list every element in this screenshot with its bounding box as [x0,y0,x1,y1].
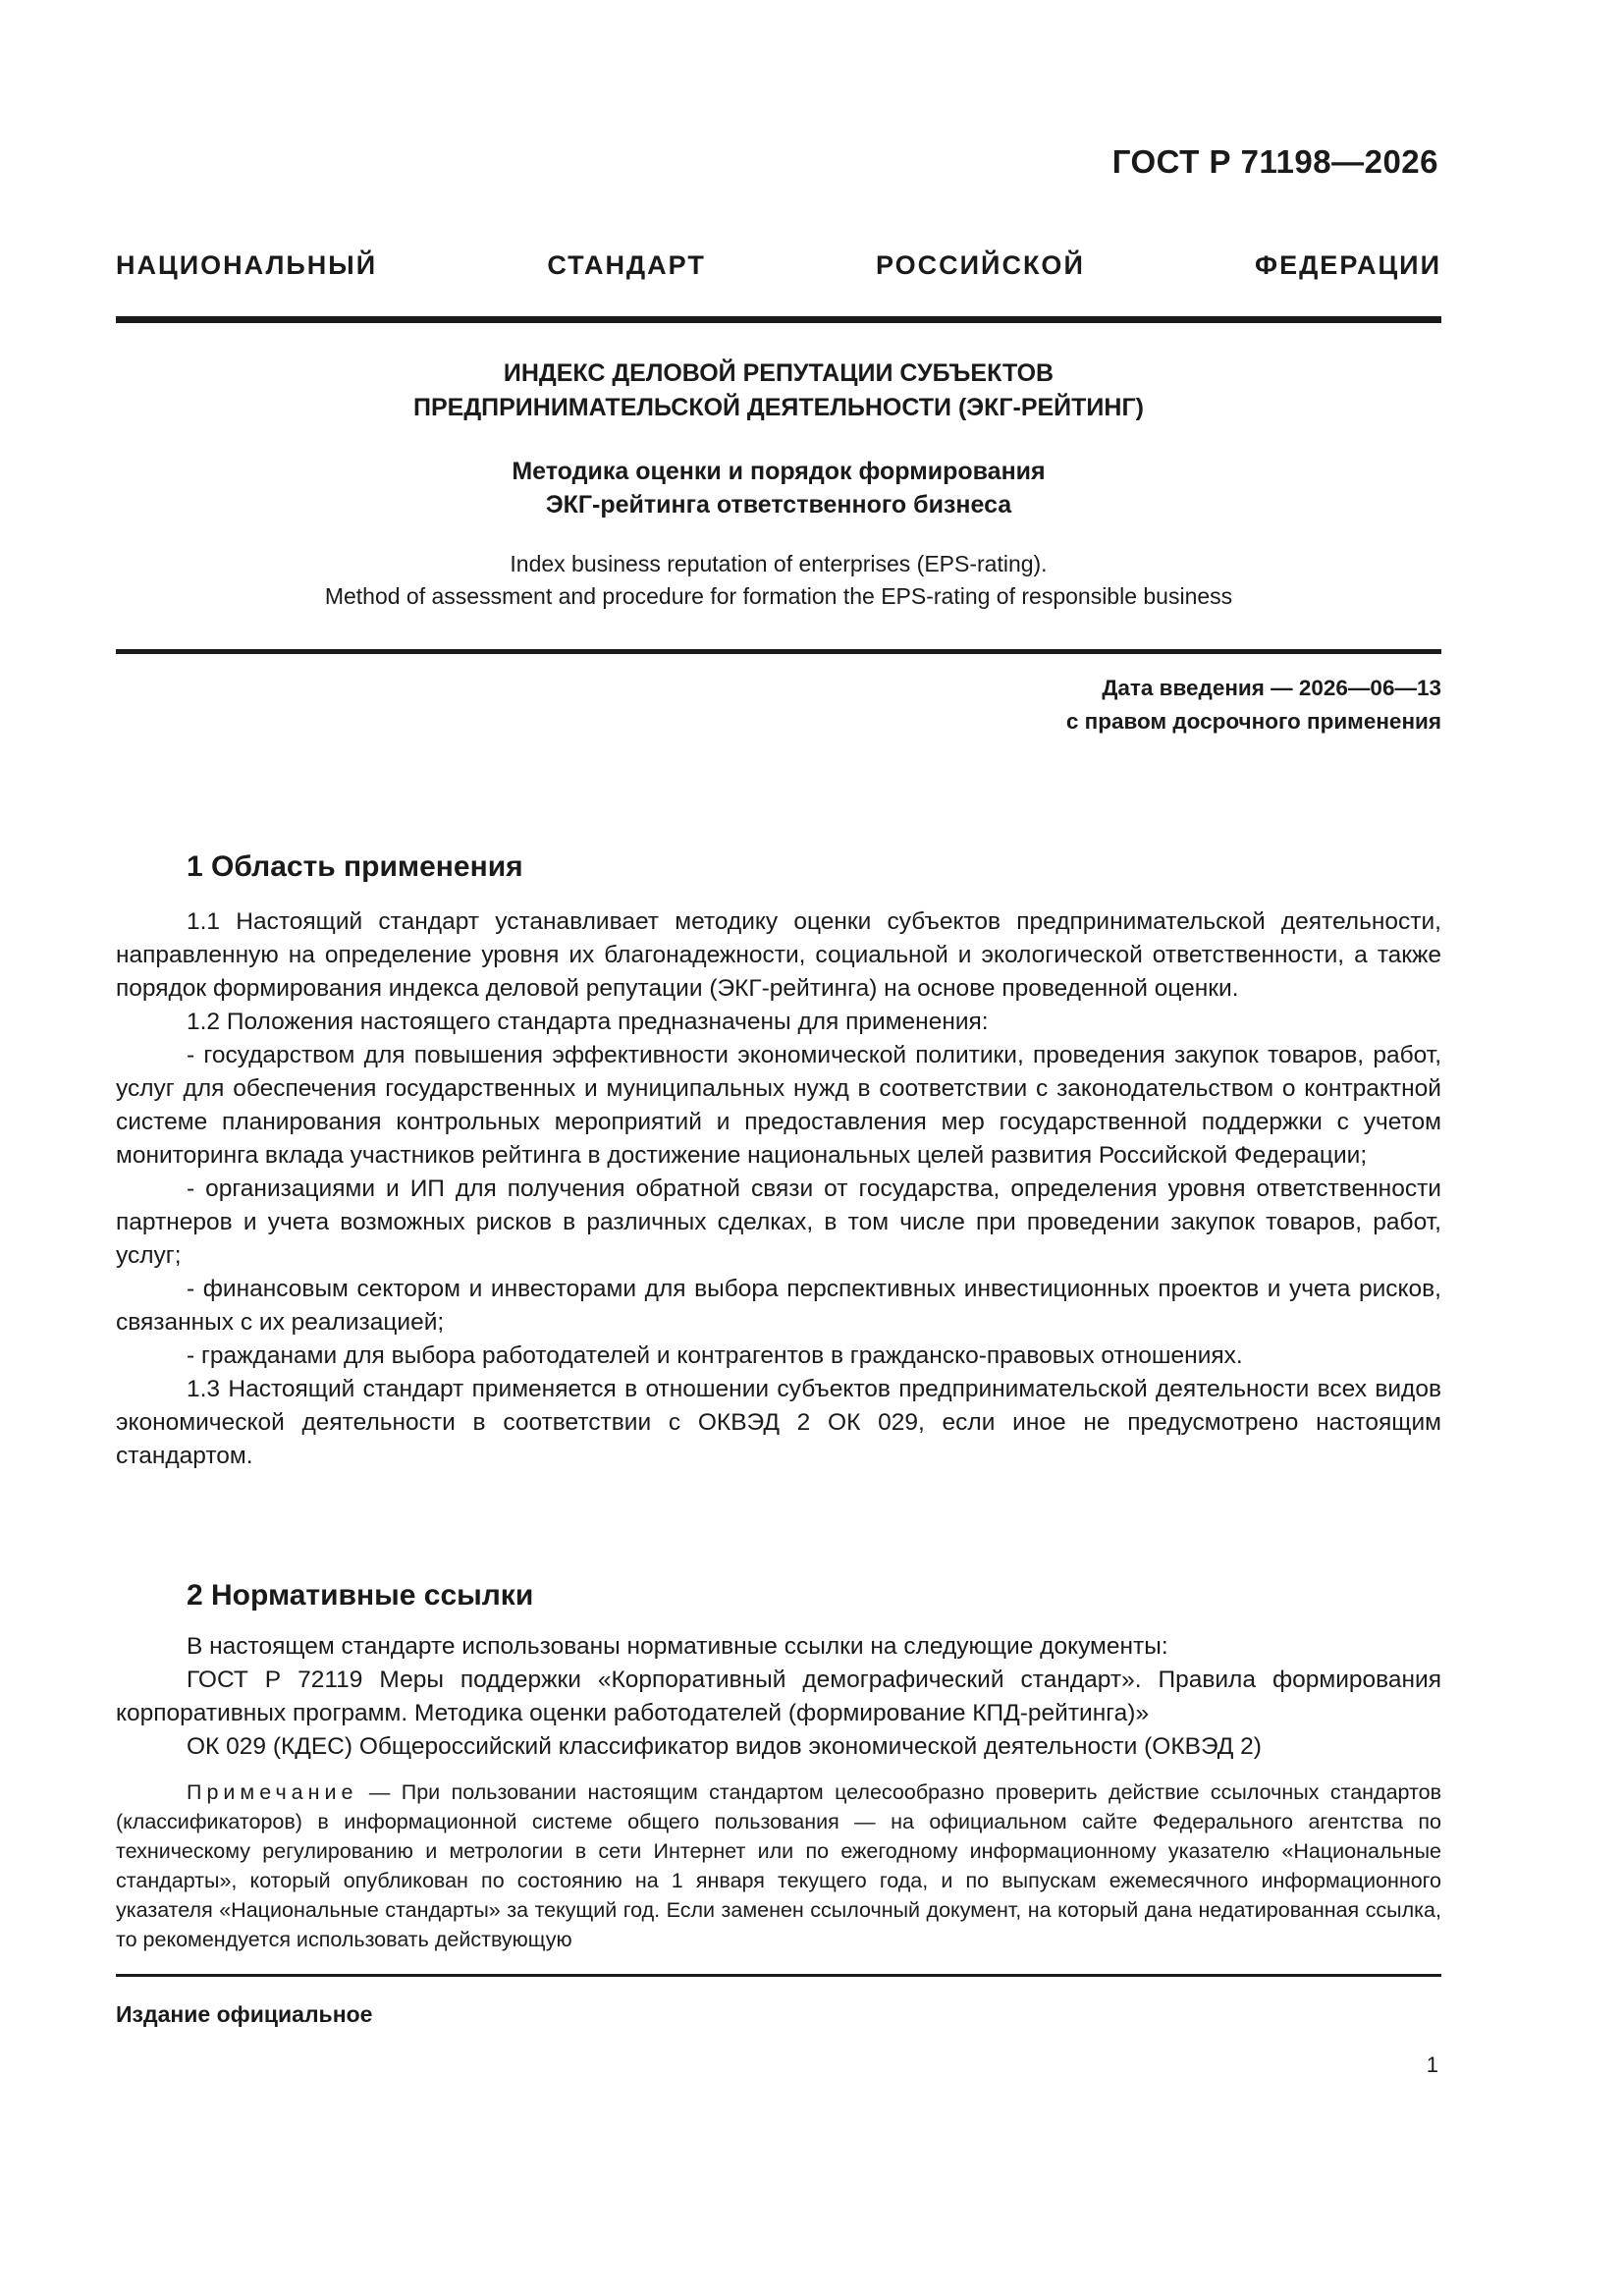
note-paragraph [116,1777,1441,1954]
section-scope [116,850,1441,1473]
title-rule [116,649,1441,654]
header-rule [116,316,1441,323]
paragraph-1-2: 1.2 Положения настоящего стандарта предназначены для применения: [187,1009,989,1035]
english-line-2: Method of assessment and procedure for formation the EPS-rating of responsible business [324,583,1233,609]
english-line-1: Index business reputation of enterprises (EPS-rating). [510,551,1048,576]
bullet-finance: - финансовым сектором и инвесторами для выбора перспективных инвестиционных проектов и учета рисков, связанных с их реализацией; [116,1276,1441,1336]
paragraph-1-3: 1.3 Настоящий стандарт применяется в отношении субъектов предпринимательской деятельности всех видов экономической деятельности в соответствии с ОКВЭД 2 ОК 029, если иное не предусмотрено настоящим стандартом. [116,1376,1441,1469]
reference-gost: ГОСТ Р 72119 Меры поддержки «Корпоративный демографический стандарт». Правила формирования корпоративных программ. Методика оценки работодателей (формирование КПД-рейтинга)» [116,1667,1441,1726]
document-number: ГОСТ Р 71198—2026 [1111,143,1438,180]
introduction-date [1066,672,1441,738]
references-intro: В настоящем стандарте использованы нормативные ссылки на следующие документы: [187,1633,1168,1660]
title-line-2: ПРЕДПРИНИМАТЕЛЬСКОЙ ДЕЯТЕЛЬНОСТИ (ЭКГ-РЕЙТИНГ) [413,394,1144,421]
section-normative-references [116,1579,1441,1954]
subtitle-line-1: Методика оценки и порядок формирования [512,458,1046,485]
page-number: 1 [1426,2052,1438,2077]
note-text: — При пользовании настоящим стандартом целесообразно проверить действие ссылочных стандартов (классификаторов) в информационной системе общего пользования — на официальном сайте Федерального агентства по техническому регулированию и метрологии в сети Интернет или по ежегодному информационному указателю «Национальные стандарты», который опубликован по состоянию на 1 января текущего года, и по выпускам ежемесячного информационного указателя «Национальные стандарты» за текущий год. Если заменен ссылочный документ, на который дана недатированная ссылка, то рекомендуется использовать действующую [116,1780,1441,1951]
bullet-citizens: - гражданами для выбора работодателей и контрагентов в гражданско-правовых отношениях. [187,1342,1243,1369]
title-line-1: ИНДЕКС ДЕЛОВОЙ РЕПУТАЦИИ СУБЪЕКТОВ [503,359,1055,387]
subtitle-line-2: ЭКГ-рейтинга ответственного бизнеса [545,491,1012,519]
subtitle-russian [116,455,1441,521]
section-1-heading: 1 Область применения [187,850,523,883]
bullet-organizations: - организациями и ИП для получения обратной связи от государства, определения уровня ответственности партнеров и учета возможных рисков в различных сделках, в том числе при проведении закупок товаров, работ, услуг; [116,1175,1441,1269]
national-standard-banner: НАЦИОНАЛЬНЫЙ СТАНДАРТ РОССИЙСКОЙ ФЕДЕРАЦИИ [116,250,1441,280]
footer-rule [116,1974,1441,1977]
paragraph-1-1: 1.1 Настоящий стандарт устанавливает методику оценки субъектов предпринимательской деятельности, направленную на определение уровня их благонадежности, социальной и экологической ответственности, а также порядок формирования индекса деловой репутации (ЭКГ-рейтинга) на основе проведенной оценки. [116,908,1441,1002]
official-edition-label: Издание официальное [116,2001,373,2027]
early-application-line: с правом досрочного применения [1065,709,1441,734]
reference-ok029: ОК 029 (КДЕС) Общероссийский классификатор видов экономической деятельности (ОКВЭД 2) [187,1733,1262,1760]
section-2-heading: 2 Нормативные ссылки [187,1579,534,1612]
title-russian [116,356,1441,425]
bullet-state: - государством для повышения эффективности экономической политики, проведения закупок товаров, работ, услуг для обеспечения государственных и муниципальных нужд в соответствии с законодательством о контрактной системе планирования контрольных мероприятий и предоставления мер государственной поддержки с учетом мониторинга вклада участников рейтинга в достижение национальных целей развития Российской Федерации; [116,1042,1441,1169]
note-label: Примечание [187,1780,358,1804]
title-english [116,548,1441,613]
introduction-date-line: Дата введения — 2026—06—13 [1102,676,1441,700]
